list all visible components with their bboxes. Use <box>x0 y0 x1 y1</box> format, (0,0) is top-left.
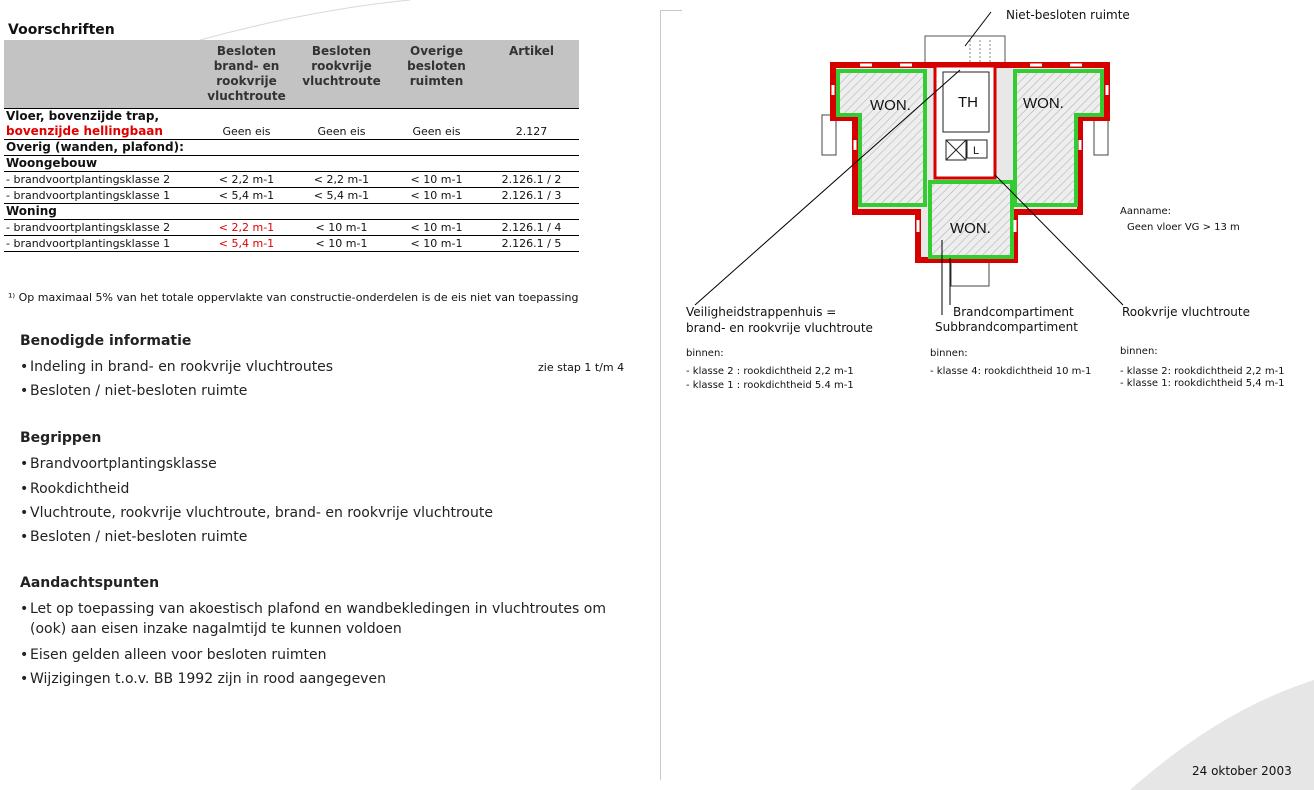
table-cell: < 2,2 m-1 <box>199 172 294 188</box>
header-col4: Artikel <box>484 40 579 109</box>
table-cell: 2.126.1 / 2 <box>484 172 579 188</box>
veilig-label-2: brand- en rookvrije vluchtroute <box>686 321 873 335</box>
klasse-text: - klasse 2: rookdichtheid 2,2 m-1 <box>1120 366 1285 377</box>
table-row <box>4 140 579 156</box>
table-cell: < 5,4 m-1 <box>199 236 294 252</box>
woongebouw-label: Woongebouw <box>4 156 579 172</box>
binnen-label-3: binnen: <box>1120 346 1158 357</box>
table-cell: < 10 m-1 <box>389 172 484 188</box>
benodigde-title: Benodigde informatie <box>20 333 192 349</box>
table-cell: < 5,4 m-1 <box>199 188 294 204</box>
list-item: • Wijzigingen t.o.v. BB 1992 zijn in rood aangegeven <box>20 671 386 687</box>
list-item: • Rookdichtheid <box>20 481 130 497</box>
list-item: • Vluchtroute, rookvrije vluchtroute, brand- en rookvrije vluchtroute <box>20 505 493 521</box>
lift-label: L <box>973 145 980 157</box>
list-item-text: Let op toepassing van akoestisch plafond en wandbekledingen in vluchtroutes om <box>30 601 606 617</box>
table-cell: < 10 m-1 <box>389 220 484 236</box>
floor-plan-diagram <box>660 0 1314 340</box>
header-col1: Besloten brand- en rookvrije vluchtroute <box>199 40 294 109</box>
klasse-text: - klasse 1 : rookdichtheid 5.4 m-1 <box>686 380 854 391</box>
list-item-text: Eisen gelden alleen voor besloten ruimten <box>30 647 327 663</box>
list-item-text: Besloten / niet-besloten ruimte <box>30 383 248 399</box>
row-label: - brandvoortplantingsklasse 1 <box>4 188 199 204</box>
aandacht-title: Aandachtspunten <box>20 575 160 591</box>
list-item-text: Brandvoortplantingsklasse <box>30 456 217 472</box>
table-row <box>4 220 579 236</box>
list-item: • Brandvoortplantingsklasse <box>20 456 217 472</box>
niet-besloten-label: Niet-besloten ruimte <box>1006 8 1130 22</box>
table-header-row <box>4 40 579 109</box>
klasse-text: - klasse 2 : rookdichtheid 2,2 m-1 <box>686 366 854 377</box>
list-item-continuation <box>20 620 402 638</box>
klasse-text: - klasse 4: rookdichtheid 10 m-1 <box>930 366 1092 377</box>
list-item: • Besloten / niet-besloten ruimte <box>20 383 248 399</box>
table-cell: 2.126.1 / 3 <box>484 188 579 204</box>
list-item-text: Wijzigingen t.o.v. BB 1992 zijn in rood aangegeven <box>30 671 386 687</box>
table-row <box>4 109 579 125</box>
list-item-text: Indeling in brand- en rookvrije vluchtroutes <box>30 359 334 375</box>
table-cell: < 10 m-1 <box>294 236 389 252</box>
veilig-label-1: Veiligheidstrappenhuis = <box>686 305 837 319</box>
won-label-left: WON. <box>870 97 911 114</box>
benodigde-note: zie stap 1 t/m 4 <box>538 361 625 374</box>
table-row <box>4 124 579 140</box>
table-row <box>4 204 579 220</box>
table-cell: < 5,4 m-1 <box>294 188 389 204</box>
table-row <box>4 172 579 188</box>
list-item: • Let op toepassing van akoestisch plafond en wandbekledingen in vluchtroutes om <box>20 601 606 617</box>
row-label: - brandvoortplantingsklasse 2 <box>4 172 199 188</box>
apartment-left <box>838 71 925 205</box>
won-label-right: WON. <box>1023 95 1064 112</box>
header-empty <box>4 40 199 109</box>
header-col2: Besloten rookvrije vluchtroute <box>294 40 389 109</box>
table-cell: < 10 m-1 <box>389 236 484 252</box>
overig-label: Overig (wanden, plafond): <box>4 140 579 156</box>
klasse-text: - klasse 1: rookdichtheid 5,4 m-1 <box>1120 378 1285 389</box>
th-label: TH <box>958 94 978 111</box>
list-item-text: Rookdichtheid <box>30 481 130 497</box>
table-cell: Geen eis <box>389 124 484 140</box>
table-cell: 2.127 <box>484 124 579 140</box>
table-cell: < 10 m-1 <box>294 220 389 236</box>
binnen-label-2: binnen: <box>930 348 968 359</box>
header-col3: Overige besloten ruimten <box>389 40 484 109</box>
footer-date: 24 oktober 2003 <box>1192 764 1292 778</box>
begrippen-title: Begrippen <box>20 430 102 446</box>
vloer-label: Vloer, bovenzijde trap, <box>4 109 199 125</box>
rookvrije-label: Rookvrije vluchtroute <box>1122 305 1250 319</box>
list-item: • Indeling in brand- en rookvrije vluchtroutes <box>20 359 334 375</box>
table-cell: Geen eis <box>294 124 389 140</box>
aanname-text: Geen vloer VG > 13 m <box>1127 222 1240 233</box>
niet-besloten-box <box>925 36 1005 66</box>
table-row <box>4 236 579 252</box>
footnote: ¹⁾ Op maximaal 5% van het totale oppervlakte van constructie-onderdelen is de eis niet van toepassing <box>8 291 579 304</box>
apartment-right <box>1015 71 1102 205</box>
spec-table <box>4 40 579 252</box>
list-item-text: Vluchtroute, rookvrije vluchtroute, brand- en rookvrije vluchtroute <box>30 505 493 521</box>
woning-label: Woning <box>4 204 579 220</box>
table-cell: < 2,2 m-1 <box>294 172 389 188</box>
list-item-text: Besloten / niet-besloten ruimte <box>30 529 248 545</box>
list-item: • Besloten / niet-besloten ruimte <box>20 529 248 545</box>
table-row <box>4 156 579 172</box>
hellingbaan-label: bovenzijde hellingbaan <box>4 124 199 140</box>
table-cell: 2.126.1 / 5 <box>484 236 579 252</box>
binnen-label-1: binnen: <box>686 348 724 359</box>
brandcompartiment-label: Brandcompartiment <box>953 305 1074 319</box>
list-item: • Eisen gelden alleen voor besloten ruimten <box>20 647 327 663</box>
spec-title: Voorschriften <box>8 22 115 38</box>
table-cell: < 10 m-1 <box>389 188 484 204</box>
aanname-title: Aanname: <box>1120 206 1172 217</box>
won-label-bottom: WON. <box>950 220 991 237</box>
row-label: - brandvoortplantingsklasse 1 <box>4 236 199 252</box>
table-cell: Geen eis <box>199 124 294 140</box>
decorative-swoosh-top <box>200 0 420 40</box>
list-item-text: (ook) aan eisen inzake nagalmtijd te kunnen voldoen <box>30 621 402 637</box>
table-cell: < 2,2 m-1 <box>199 220 294 236</box>
table-cell: 2.126.1 / 4 <box>484 220 579 236</box>
table-row <box>4 188 579 204</box>
row-label: - brandvoortplantingsklasse 2 <box>4 220 199 236</box>
subbrandcompartiment-label: Subbrandcompartiment <box>935 320 1078 334</box>
